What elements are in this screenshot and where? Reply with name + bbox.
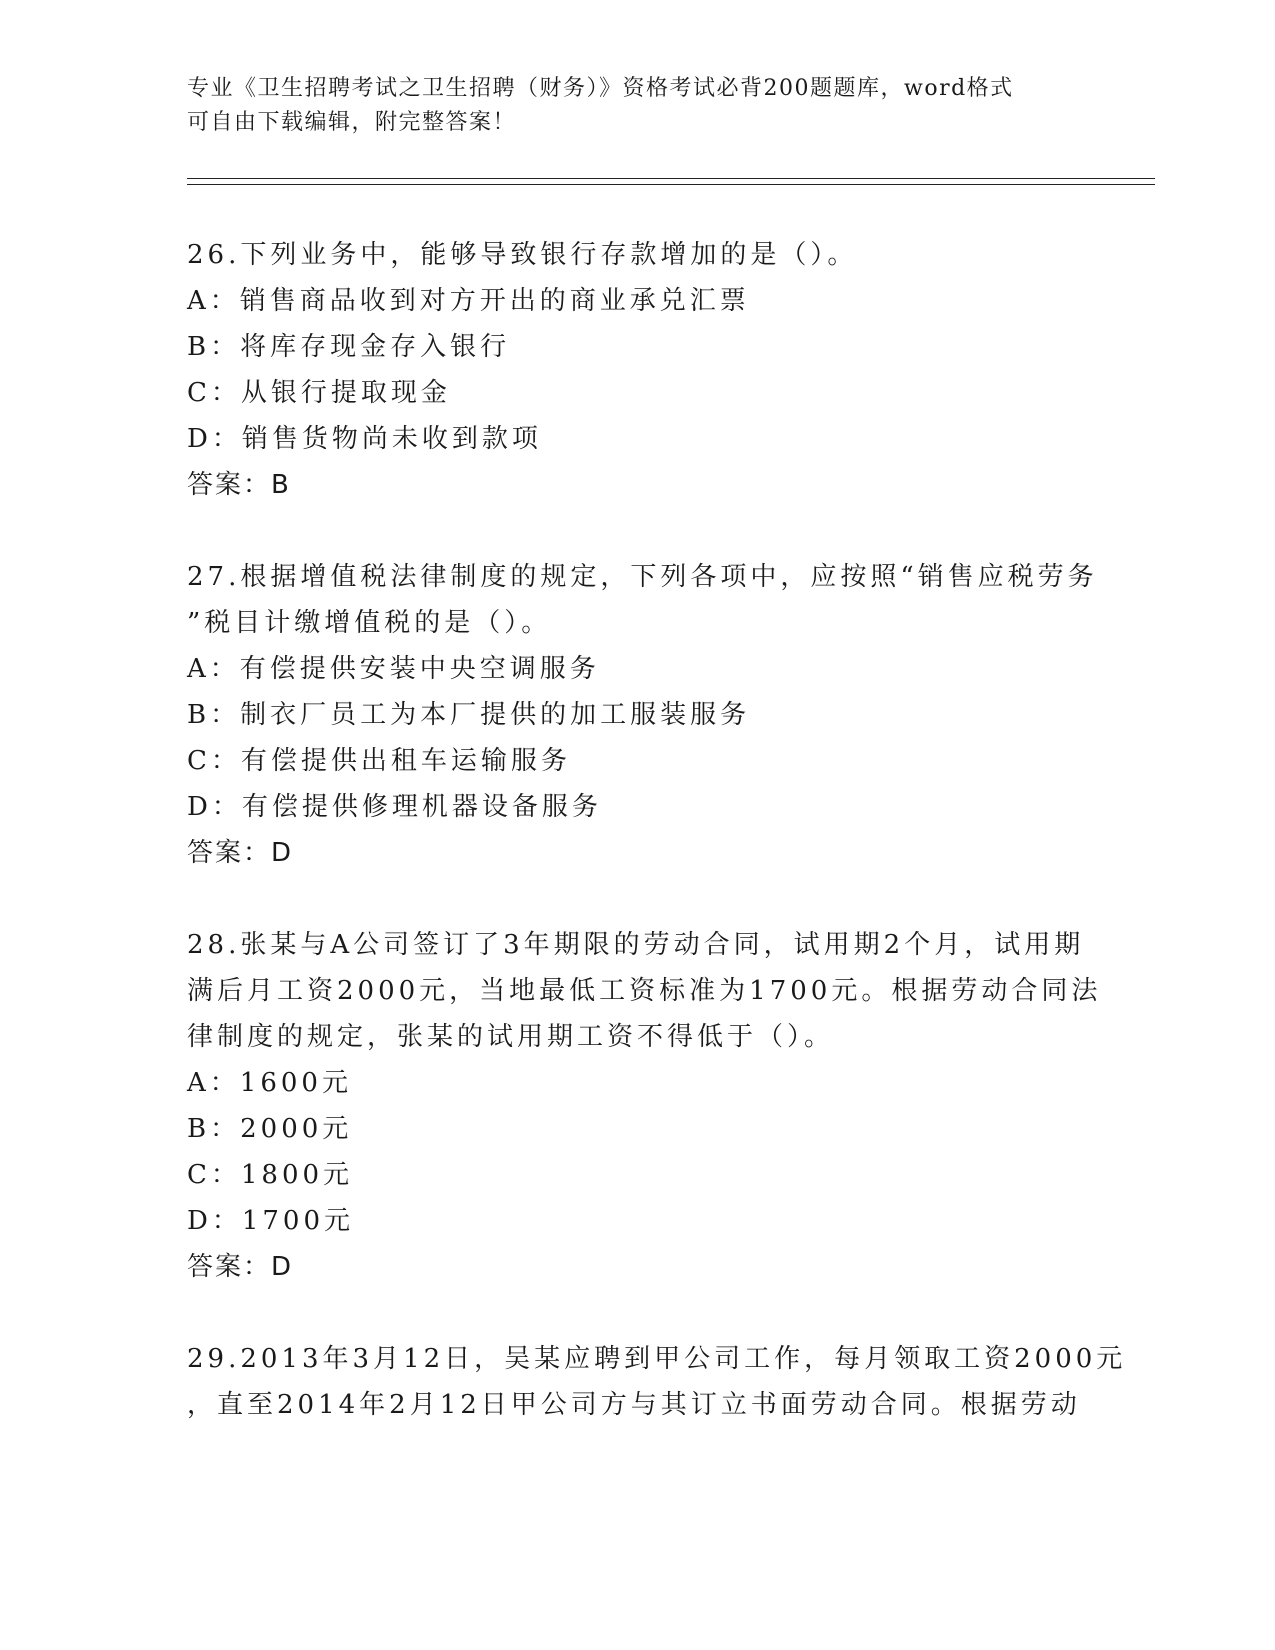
question-stem-continued: 律制度的规定，张某的试用期工资不得低于（）。 <box>187 1022 835 1052</box>
question-26 <box>187 232 1087 508</box>
answer-text: 答案：D <box>187 1252 294 1282</box>
header-divider-bottom <box>187 184 1155 185</box>
answer-text: 答案：D <box>187 838 294 868</box>
option-d: D：1700元 <box>187 1206 355 1236</box>
option-b: B：2000元 <box>187 1114 353 1144</box>
header-line-2: 可自由下载编辑，附完整答案！ <box>187 110 517 135</box>
header-divider-top <box>187 178 1155 179</box>
option-b: B：制衣厂员工为本厂提供的加工服装服务 <box>187 700 751 730</box>
question-stem-continued: 满后月工资2000元，当地最低工资标准为1700元。根据劳动合同法 <box>187 976 1102 1006</box>
option-c: C：从银行提取现金 <box>187 378 451 408</box>
option-a: A：有偿提供安装中央空调服务 <box>187 654 600 684</box>
question-stem-continued: ，直至2014年2月12日甲公司方与其订立书面劳动合同。根据劳动 <box>187 1390 1081 1420</box>
option-b: B：将库存现金存入银行 <box>187 332 511 362</box>
option-d: D：销售货物尚未收到款项 <box>187 424 542 454</box>
question-stem: 29.2013年3月12日，吴某应聘到甲公司工作，每月领取工资2000元 <box>187 1344 1127 1374</box>
option-c: C：有偿提供出租车运输服务 <box>187 746 571 776</box>
question-stem: 28.张某与A公司签订了3年期限的劳动合同，试用期2个月，试用期 <box>187 930 1085 960</box>
header-line-1: 专业《卫生招聘考试之卫生招聘（财务）》资格考试必背200题题库，word格式 <box>187 76 1014 101</box>
question-list <box>187 232 1127 1474</box>
answer-text: 答案：B <box>187 470 291 500</box>
option-a: A：销售商品收到对方开出的商业承兑汇票 <box>187 286 750 316</box>
question-29 <box>187 1336 1127 1428</box>
question-stem-continued: ”税目计缴增值税的是（）。 <box>187 608 552 638</box>
question-28 <box>187 922 1102 1290</box>
question-stem: 27.根据增值税法律制度的规定，下列各项中，应按照“销售应税劳务 <box>187 562 1098 592</box>
option-a: A：1600元 <box>187 1068 352 1098</box>
option-d: D：有偿提供修理机器设备服务 <box>187 792 602 822</box>
document-header <box>187 72 1087 140</box>
question-27 <box>187 554 1098 876</box>
question-stem: 26.下列业务中，能够导致银行存款增加的是（）。 <box>187 240 858 270</box>
option-c: C：1800元 <box>187 1160 354 1190</box>
